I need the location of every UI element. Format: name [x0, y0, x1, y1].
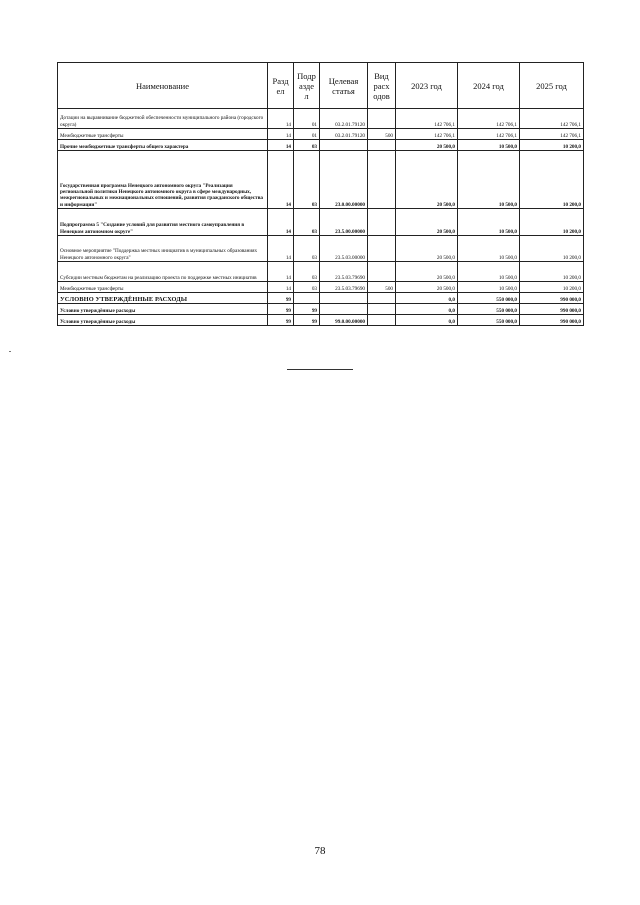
table-row	[58, 236, 584, 262]
cell-target	[320, 293, 368, 304]
cell-2023: 20 500,0	[396, 262, 458, 282]
cell-section: 14	[268, 282, 294, 293]
cell-section: 99	[268, 293, 294, 304]
cell-2025: 990 000,0	[520, 304, 584, 315]
table-row	[58, 129, 584, 140]
cell-name: Межбюджетные трансферты	[58, 282, 268, 293]
cell-2024: 550 000,0	[458, 304, 520, 315]
header-section: Разд ел	[268, 63, 294, 109]
header-subsection: Подр азде л	[294, 63, 320, 109]
table-row	[58, 304, 584, 315]
cell-2025: 10 200,0	[520, 262, 584, 282]
cell-2023: 20 500,0	[396, 140, 458, 151]
scan-mark	[9, 351, 11, 352]
cell-2025: 10 200,0	[520, 236, 584, 262]
cell-name: Подпрограмма 5 "Создание условий для развития местного самоуправления в Ненецком автономном округе"	[58, 209, 268, 236]
cell-2023: 0,0	[396, 304, 458, 315]
cell-target: 23.5.03.79690	[320, 262, 368, 282]
cell-section: 14	[268, 209, 294, 236]
header-2023: 2023 год	[396, 63, 458, 109]
header-name: Наименование	[58, 63, 268, 109]
cell-2023: 0,0	[396, 315, 458, 326]
cell-2024: 10 500,0	[458, 262, 520, 282]
cell-section: 14	[268, 262, 294, 282]
cell-expense-type	[368, 315, 396, 326]
cell-name: Дотации на выравнивание бюджетной обеспеченности муниципального района (городского округа)	[58, 109, 268, 129]
header-expense-type: Вид расх одов	[368, 63, 396, 109]
cell-2023: 0,0	[396, 293, 458, 304]
cell-name: Межбюджетные трансферты	[58, 129, 268, 140]
cell-2024: 10 500,0	[458, 209, 520, 236]
header-2024: 2024 год	[458, 63, 520, 109]
cell-name: Основное мероприятие "Поддержка местных инициатив в муниципальных образованиях Ненецкого автономного округа"	[58, 236, 268, 262]
cell-2024: 142 706,1	[458, 109, 520, 129]
cell-subsection: 01	[294, 109, 320, 129]
table-row	[58, 293, 584, 304]
cell-subsection: 03	[294, 209, 320, 236]
cell-2024: 10 500,0	[458, 140, 520, 151]
cell-expense-type	[368, 304, 396, 315]
cell-target: 23.5.03.00000	[320, 236, 368, 262]
cell-section: 99	[268, 315, 294, 326]
header-2025: 2025 год	[520, 63, 584, 109]
cell-subsection: 03	[294, 151, 320, 209]
table-row	[58, 282, 584, 293]
cell-target: 99.0.00.00000	[320, 315, 368, 326]
cell-2023: 20 500,0	[396, 236, 458, 262]
cell-name: УСЛОВНО УТВЕРЖДЁННЫЕ РАСХОДЫ	[58, 293, 268, 304]
cell-subsection	[294, 293, 320, 304]
cell-name: Прочие межбюджетные трансферты общего характера	[58, 140, 268, 151]
cell-2025: 10 200,0	[520, 282, 584, 293]
cell-section: 99	[268, 304, 294, 315]
cell-2025: 10 200,0	[520, 151, 584, 209]
cell-expense-type	[368, 109, 396, 129]
cell-2024: 550 000,0	[458, 315, 520, 326]
cell-expense-type	[368, 151, 396, 209]
cell-2023: 20 500,0	[396, 151, 458, 209]
table-row	[58, 209, 584, 236]
cell-2023: 20 500,0	[396, 209, 458, 236]
cell-2023: 20 500,0	[396, 282, 458, 293]
cell-target: 23.5.03.79690	[320, 282, 368, 293]
cell-subsection: 03	[294, 236, 320, 262]
cell-name: Условно утверждённые расходы	[58, 304, 268, 315]
section-divider	[287, 369, 353, 370]
cell-2025: 990 000,0	[520, 315, 584, 326]
cell-target: 03.2.01.79120	[320, 109, 368, 129]
cell-subsection: 99	[294, 315, 320, 326]
cell-subsection: 03	[294, 262, 320, 282]
cell-section: 14	[268, 151, 294, 209]
cell-target	[320, 140, 368, 151]
cell-subsection: 03	[294, 282, 320, 293]
cell-name: Государственная программа Ненецкого автономного округа "Реализация региональной политики Ненецкого автономного округа в сфере международных, межрегиональных и межнациональных отношений, развития гражданского общества и информации"	[58, 151, 268, 209]
cell-subsection: 99	[294, 304, 320, 315]
cell-section: 14	[268, 140, 294, 151]
cell-expense-type	[368, 209, 396, 236]
cell-target: 03.2.01.79120	[320, 129, 368, 140]
cell-2025: 10 200,0	[520, 140, 584, 151]
cell-2025: 142 706,1	[520, 129, 584, 140]
cell-expense-type	[368, 236, 396, 262]
cell-2024: 10 500,0	[458, 282, 520, 293]
cell-section: 14	[268, 236, 294, 262]
cell-2023: 142 706,1	[396, 129, 458, 140]
cell-2024: 550 000,0	[458, 293, 520, 304]
table-row	[58, 151, 584, 209]
cell-expense-type: 500	[368, 129, 396, 140]
cell-expense-type	[368, 262, 396, 282]
cell-subsection: 03	[294, 140, 320, 151]
cell-name: Субсидии местным бюджетам на реализацию проекта по поддержке местных инициатив	[58, 262, 268, 282]
cell-2025: 142 706,1	[520, 109, 584, 129]
header-target: Целевая статья	[320, 63, 368, 109]
page-number: 78	[314, 845, 326, 857]
table-row	[58, 109, 584, 129]
cell-subsection: 01	[294, 129, 320, 140]
cell-expense-type: 500	[368, 282, 396, 293]
cell-expense-type	[368, 293, 396, 304]
cell-2024: 142 706,1	[458, 129, 520, 140]
table-row	[58, 140, 584, 151]
table-row	[58, 315, 584, 326]
budget-table	[57, 62, 584, 326]
cell-section: 14	[268, 109, 294, 129]
table-header-row	[58, 63, 584, 109]
cell-2023: 142 706,1	[396, 109, 458, 129]
cell-expense-type	[368, 140, 396, 151]
cell-2025: 990 000,0	[520, 293, 584, 304]
cell-target: 23.5.00.00000	[320, 209, 368, 236]
cell-2024: 10 500,0	[458, 236, 520, 262]
cell-target: 23.0.00.00000	[320, 151, 368, 209]
cell-section: 14	[268, 129, 294, 140]
cell-target	[320, 304, 368, 315]
cell-2025: 10 200,0	[520, 209, 584, 236]
cell-2024: 10 500,0	[458, 151, 520, 209]
cell-name: Условно утверждённые расходы	[58, 315, 268, 326]
table-row	[58, 262, 584, 282]
